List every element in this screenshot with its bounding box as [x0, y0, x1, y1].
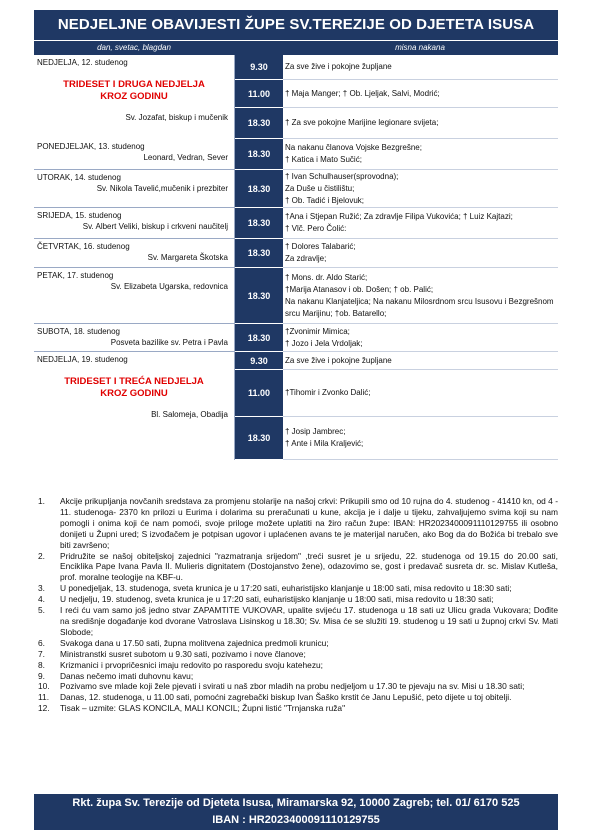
header-intention-label: misna nakana — [395, 43, 445, 52]
notice-text: Danas nečemo imati duhovnu kavu; — [60, 670, 194, 681]
mass-intention: †Tihomir i Zvonko Dalić; — [283, 370, 558, 417]
footer-address: Rkt. župa Sv. Terezije od Djeteta Isusa, Miramarska 92, 10000 Zagreb; tel. 01/ 6170 525 — [72, 797, 520, 809]
mass-schedule-table — [34, 55, 558, 460]
mass-intention: †Zvonimir Mimica; † Jozo i Jela Vrdoljak; — [283, 324, 558, 352]
notice-item — [34, 496, 558, 551]
notice-item — [34, 703, 558, 714]
saint-of-day: Bl. Salomeja, Obadija — [151, 410, 228, 419]
day-cell — [34, 352, 235, 460]
mass-intention: † Josip Jambrec; † Ante i Mila Kraljević; — [283, 417, 558, 460]
day-name: NEDJELJA, 19. studenog — [37, 355, 128, 364]
notice-text: Danas, 12. studenoga, u 11.00 sati, pomoćni zagrebački biskup Ivan Šaško krstit će Janu Lepušić, peto dijete u toj obitelji. — [60, 692, 512, 703]
mass-time: 18.30 — [235, 239, 284, 268]
notice-item — [34, 692, 558, 703]
notice-item — [34, 660, 558, 671]
mass-time: 18.30 — [235, 268, 284, 324]
mass-time: 9.30 — [235, 55, 284, 80]
notice-text: Tisak – uzmite: GLAS KONCILA, MALI KONCIL; Župni listić "Trnjanska ruža" — [60, 703, 346, 714]
notice-text: Pridružite se našoj obiteljskoj zajednici "razmatranja srijedom" ,treći susret je u srijedu, 22. studenoga od 19.15 do 20.00 sati, Enciklika Pape Ivana Pavla II. Mulieris dignitatem (Dostojanstvo žene), odazovimo se, gost i predavač susreta dr. sc. Mislav Kutleša, prof. moralne teologije na KBF-u. — [60, 550, 558, 583]
notice-item — [34, 551, 558, 584]
notice-number: 11. — [38, 692, 50, 703]
mass-intention: † Mons. dr. Aldo Starić; †Marija Atanasov i ob. Došen; † ob. Palić; Na nakanu Klanjateljica; Na nakanu Milosrdnom srcu Isusovu i Bezgrešnom srcu Marijinu; †ob. Batarello; — [283, 268, 558, 324]
notice-item — [34, 594, 558, 605]
mass-intention: † Dolores Talabarić; Za zdravlje; — [283, 239, 558, 268]
schedule-row — [34, 208, 558, 239]
notice-number: 5. — [38, 605, 45, 616]
day-cell — [34, 139, 235, 170]
mass-time: 9.30 — [235, 352, 284, 370]
mass-intention: † Za sve pokojne Marijine legionare svijeta; — [283, 108, 558, 139]
mass-intention: Za sve žive i pokojne župljane — [283, 352, 558, 370]
saint-of-day: Sv. Elizabeta Ugarska, redovnica — [110, 282, 228, 291]
feast-title: TRIDESET I TREĆA NEDJELJA KROZ GODINU — [64, 376, 204, 399]
notice-number: 1. — [38, 496, 45, 506]
footer-iban: IBAN : HR2023400091110129755 — [212, 814, 380, 826]
day-cell — [34, 170, 235, 208]
schedule-row — [34, 268, 558, 324]
day-name: SRIJEDA, 15. studenog — [37, 211, 122, 220]
day-name: ČETVRTAK, 16. studenog — [37, 242, 130, 251]
mass-intention: Za sve žive i pokojne župljane — [283, 55, 558, 80]
mass-time: 11.00 — [235, 370, 284, 417]
notice-item — [34, 605, 558, 638]
header-day-label: dan, svetac, blagdan — [97, 43, 171, 52]
notice-text: I reći ću vam samo još jedno stvar ZAPAMTITE VUKOVAR, upalite svijeću 17. studenoga u 18 sati uz Ulicu grada Vukovara; Dođite na središnje događanje kod dvorane Vatroslava Lisinskog u 18.30; Sv. Misa će se služiti 19. studenog u 19 sati u župnoj crkvi Sv. Mati Slobode; — [60, 605, 558, 637]
mass-intention: Na nakanu članova Vojske Bezgrešne; † Katica i Mato Sučić; — [283, 139, 558, 170]
notice-item — [34, 583, 558, 594]
notice-number: 4. — [38, 594, 45, 605]
day-cell — [34, 239, 235, 268]
day-cell — [34, 324, 235, 352]
notice-text: Pozivamo sve mlade koji žele pjevati i svirati u naš zbor mladih na probu nedjeljom u 17.30 te pjevaju na sv. Misi u 18.30 sati; — [60, 681, 525, 692]
notice-item — [34, 638, 558, 649]
saint-of-day: Sv. Albert Veliki, biskup i crkveni naučitelj — [82, 222, 228, 231]
saint-of-day: Sv. Nikola Tavelić,mučenik i prezbiter — [96, 184, 228, 193]
mass-time: 18.30 — [235, 108, 284, 139]
notice-text: Akcije prikupljanja novčanih sredstava za promjenu stolarije na našoj crkvi: Prikupili smo od 10 rujna do 4. studenog - 41410 kn, od 4 - 11. studenoga- 2370 kn prilozi u Eurima i dolarima su preračunati u kune, akcija je i dalje u tijeku, zahvaljujemo svima koji su nam pomogli i onima koji će nam pomoći, svoje priloge možete uplatiti na žiro račun župe: IBAN: HR2023400091110129755 ili osobno donijeti u Župni ured; S izvođačem je potpisan ugovor i uplaćenen avans te je materijal naručen, ako Bog da do Božića bi trebalo sve biti završeno; — [60, 496, 558, 550]
saint-of-day: Sv. Jozafat, biskup i mučenik — [125, 113, 228, 122]
notice-number: 10. — [38, 681, 50, 692]
schedule-row — [34, 324, 558, 352]
saint-of-day: Sv. Margareta Škotska — [147, 253, 228, 262]
schedule-row — [34, 170, 558, 208]
mass-intention: † Maja Manger; † Ob. Ljeljak, Salvi, Modrić; — [283, 80, 558, 108]
mass-time: 18.30 — [235, 170, 284, 208]
header-time-spacer — [234, 41, 282, 55]
day-name: UTORAK, 14. studenog — [37, 173, 121, 182]
notices-list — [34, 496, 558, 714]
schedule-row — [34, 239, 558, 268]
bulletin-sheet — [34, 10, 558, 460]
notice-text: U nedjelju, 19. studenog, sveta krunica je u 17:20 sati, euharistijsko klanjanje u 18:00 sati, misa redovito u 18:30 sati; — [60, 594, 494, 605]
schedule-header — [34, 41, 558, 55]
notice-number: 9. — [38, 670, 45, 681]
schedule-row — [34, 55, 558, 80]
mass-intention: †Ana i Stjepan Ružić; Za zdravlje Filipa Vukovića; † Luiz Kajtazi; † Vlč. Pero Čolić: — [283, 208, 558, 239]
day-name: PONEDJELJAK, 13. studenog — [37, 141, 145, 151]
mass-time: 11.00 — [235, 80, 284, 108]
schedule-row — [34, 139, 558, 170]
mass-time: 18.30 — [235, 208, 284, 239]
mass-time: 18.30 — [235, 139, 284, 170]
parish-footer — [34, 794, 558, 830]
mass-time: 18.30 — [235, 417, 284, 460]
day-name: SUBOTA, 18. studenog — [37, 327, 121, 336]
day-name: PETAK, 17. studenog — [37, 271, 114, 280]
saint-of-day: Posveta bazilike sv. Petra i Pavla — [110, 338, 228, 347]
schedule-row — [34, 352, 558, 370]
mass-time: 18.30 — [235, 324, 284, 352]
page-title: NEDJELJNE OBAVIJESTI ŽUPE SV.TEREZIJE OD DJETETA ISUSA — [34, 10, 558, 40]
notice-text: U ponedjeljak, 13. studenoga, sveta krunica je u 17:20 sati, euharistijsko klanjanje u 18:00 sati, misa redovito u 18:30 sati; — [60, 583, 512, 594]
notice-item — [34, 649, 558, 660]
notice-number: 8. — [38, 659, 45, 670]
mass-intention: † Ivan Schulhauser(sprovodna); Za Duše u čistilištu; † Ob. Tadić i Bjelovuk; — [283, 170, 558, 208]
notice-item — [34, 671, 558, 682]
notice-text: Svakoga dana u 17.50 sati, župna molitvena zajednica predmoli krunicu; — [60, 637, 329, 648]
notice-number: 12. — [38, 703, 50, 714]
saint-of-day: Leonard, Vedran, Sever — [143, 152, 228, 162]
notice-number: 3. — [38, 583, 45, 594]
notices-section — [34, 496, 558, 714]
notice-item — [34, 681, 558, 692]
notice-text: Krizmanici i prvopričesnici imaju redovito po rasporedu svoju katehezu; — [60, 659, 324, 670]
notice-number: 2. — [38, 550, 45, 561]
day-cell — [34, 268, 235, 324]
day-name: NEDJELJA, 12. studenog — [37, 58, 128, 67]
notice-text: Ministranstki susret subotom u 9.30 sati, pozivamo i nove članove; — [60, 648, 306, 659]
feast-title: TRIDESET I DRUGA NEDJELJA KROZ GODINU — [63, 79, 205, 102]
notice-number: 7. — [38, 648, 45, 659]
day-cell — [34, 208, 235, 239]
day-cell — [34, 55, 235, 139]
notice-number: 6. — [38, 637, 45, 648]
